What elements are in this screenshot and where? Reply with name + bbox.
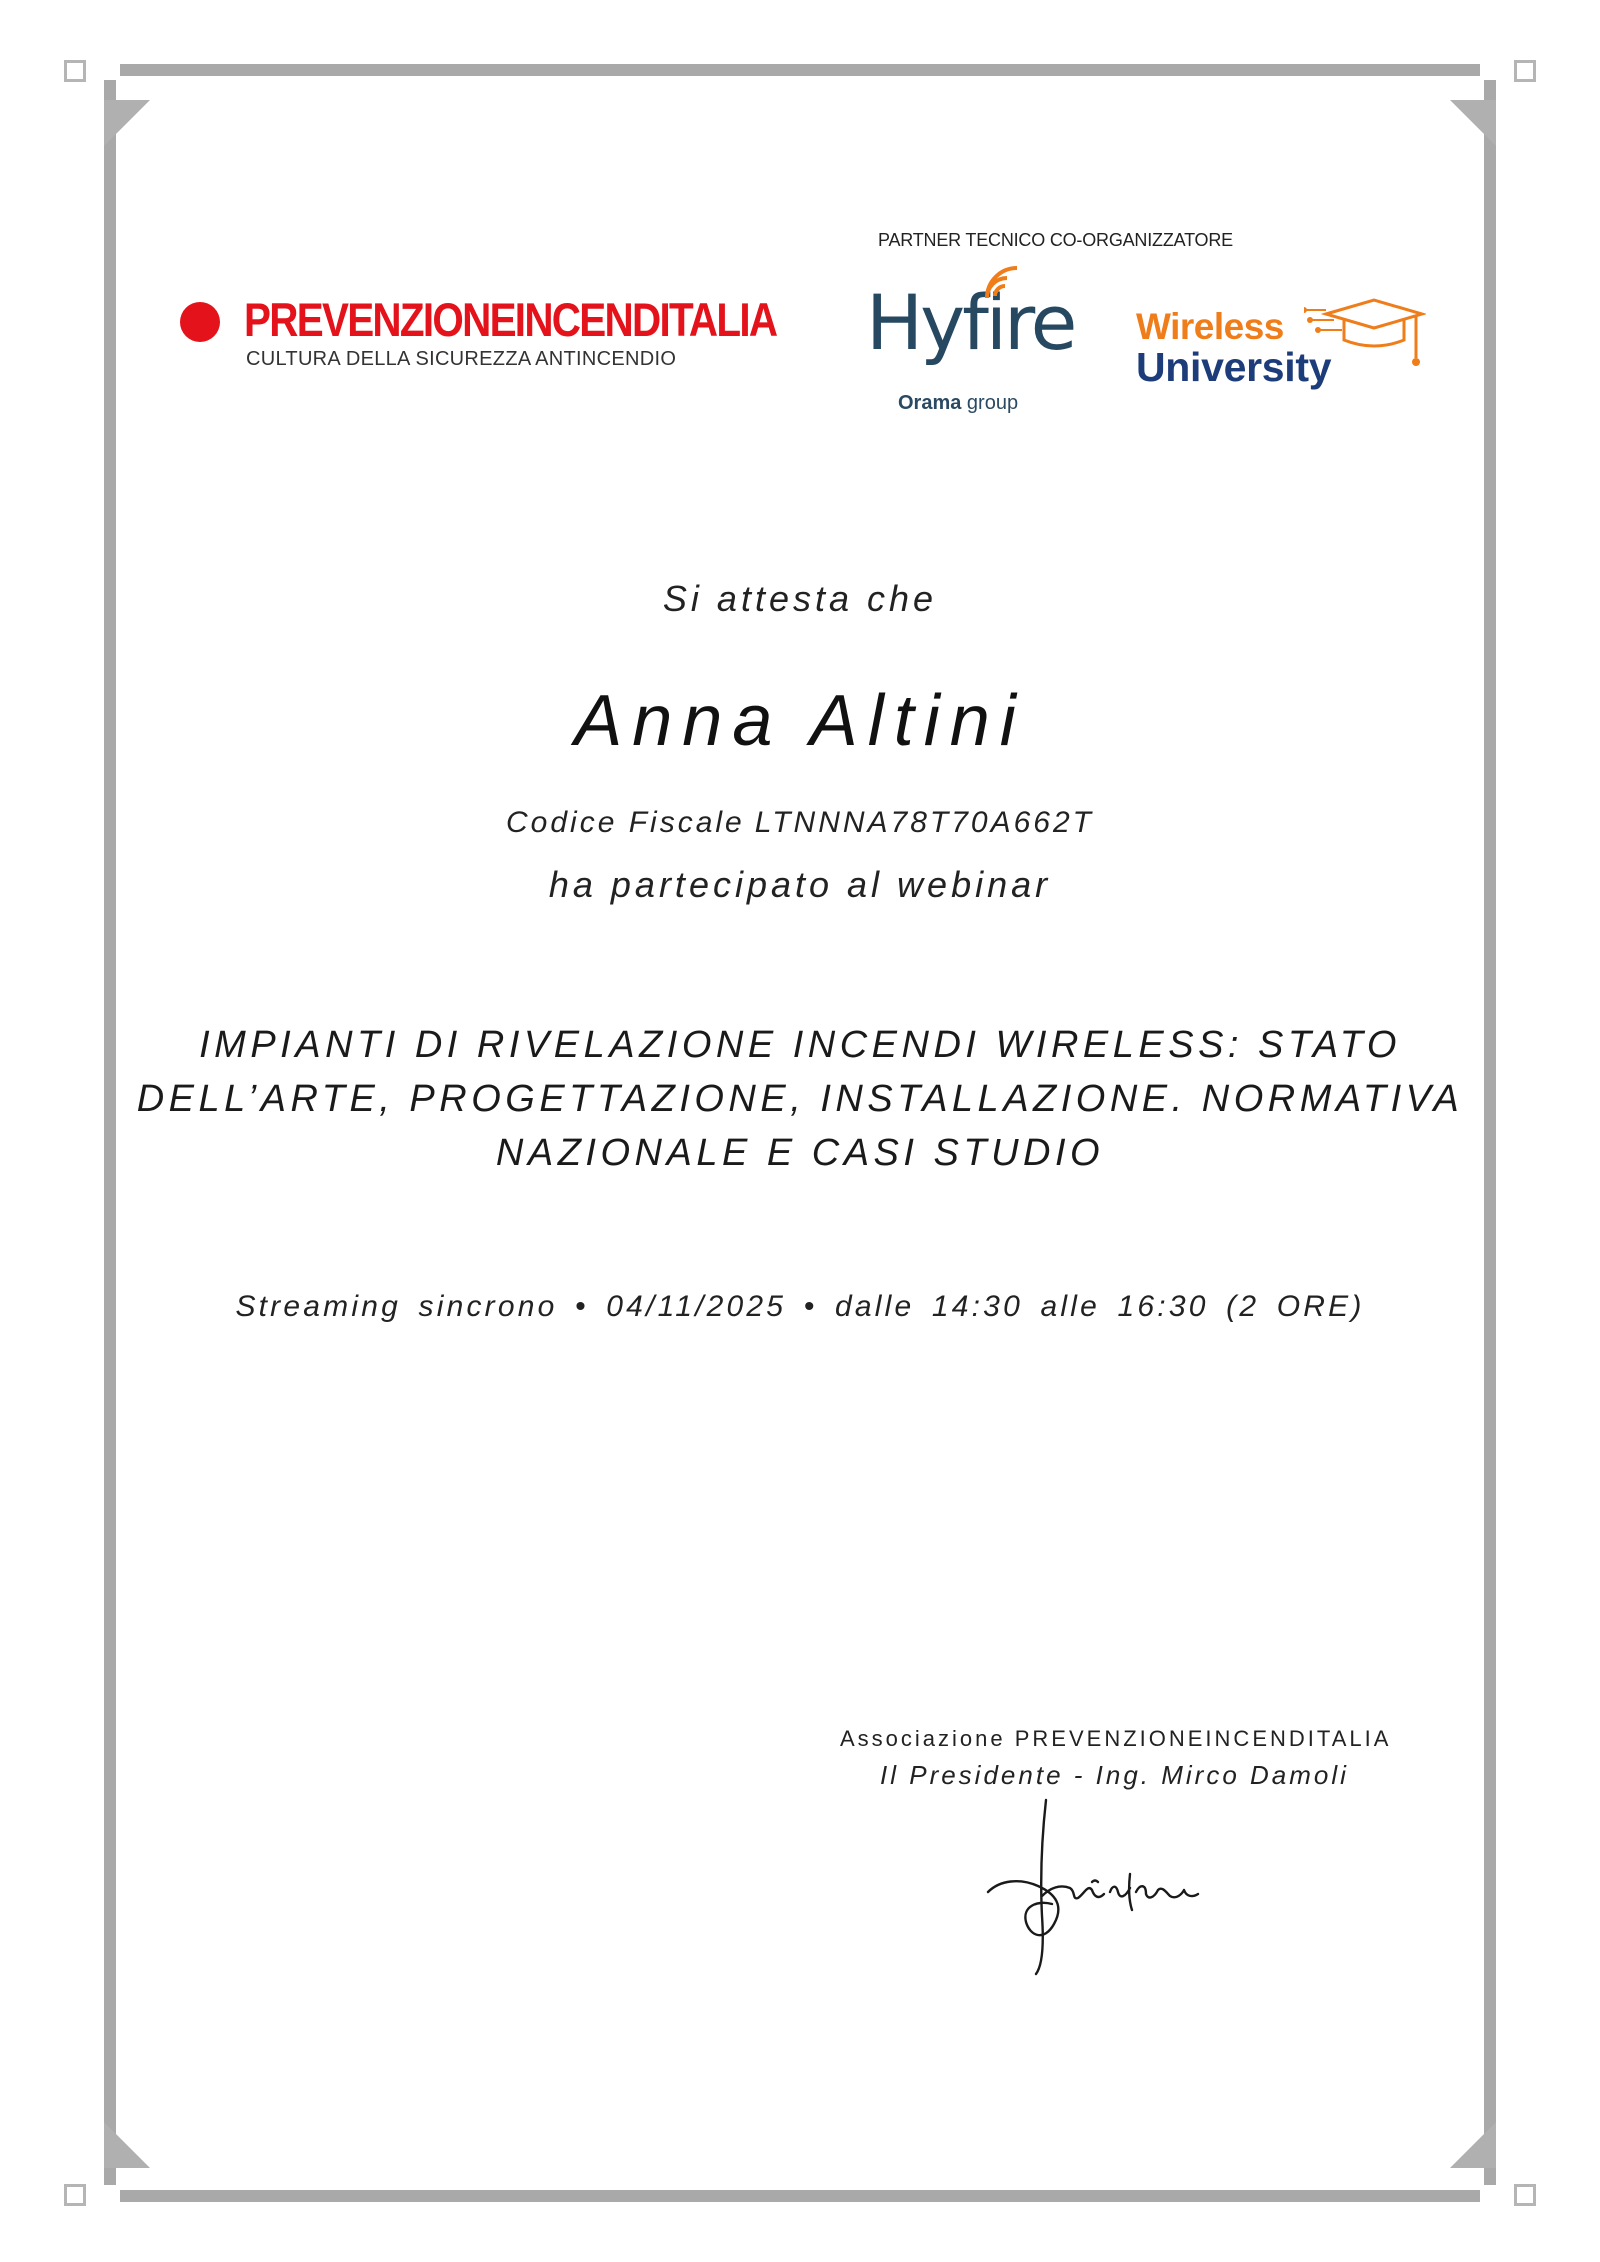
frame-top-border [120,64,1480,76]
orama-group-label: Orama group [898,392,1019,414]
association-name: Associazione PREVENZIONEINCENDITALIA [840,1726,1392,1751]
certificate-intro: Si attesta che [662,578,938,619]
webinar-title [0,1018,1600,1180]
frame-corner-bottom-left [64,2184,86,2206]
frame-corner-bottom-right [1514,2184,1536,2206]
frame-corner-triangle-top-right [1448,100,1496,148]
prevenzione-logo-tagline: CULTURA DELLA SICUREZZA ANTINCENDIO [246,348,677,370]
wireless-university-line2: University [1136,344,1332,390]
frame-corner-triangle-bottom-left [104,2120,152,2168]
hyfire-logo [866,266,1076,426]
graduation-cap-circuit-icon [1304,296,1426,388]
wireless-university-logo [1136,296,1426,396]
hyfire-logo-name: Hyfire [866,278,1075,367]
webinar-title-line: DELL’ARTE, PROGETTAZIONE, INSTALLAZIONE. NORMATIVA [136,1078,1464,1120]
fiscal-code-label: Codice Fiscale [506,806,745,839]
frame-corner-triangle-bottom-right [1448,2120,1496,2168]
frame-corner-triangle-top-left [104,100,152,148]
president-name: Il Presidente - Ing. Mirco Damoli [880,1760,1349,1790]
webinar-details: Streaming sincrono • 04/11/2025 • dalle 14:30 alle 16:30 (2 ORE) [235,1290,1365,1323]
webinar-title-line: IMPIANTI DI RIVELAZIONE INCENDI WIRELESS: STATO [199,1024,1401,1066]
handwritten-signature [980,1796,1220,1976]
fiscal-code [0,806,1600,840]
fiscal-code-value: LTNNNA78T70A662T [754,806,1094,839]
participation-statement: ha partecipato al webinar [548,864,1052,905]
wifi-signal-icon [981,266,1027,302]
frame-corner-top-left [64,60,86,82]
partner-label: PARTNER TECNICO CO-ORGANIZZATORE [878,230,1233,250]
frame-corner-top-right [1514,60,1536,82]
wireless-university-line1: Wireless [1136,306,1284,347]
red-dot-icon [180,302,220,342]
webinar-title-line: NAZIONALE E CASI STUDIO [495,1132,1105,1174]
prevenzione-logo-name: PREVENZIONEINCENDITALIA [244,293,777,346]
participant-name: Anna Altini [574,681,1026,761]
frame-bottom-border [120,2190,1480,2202]
